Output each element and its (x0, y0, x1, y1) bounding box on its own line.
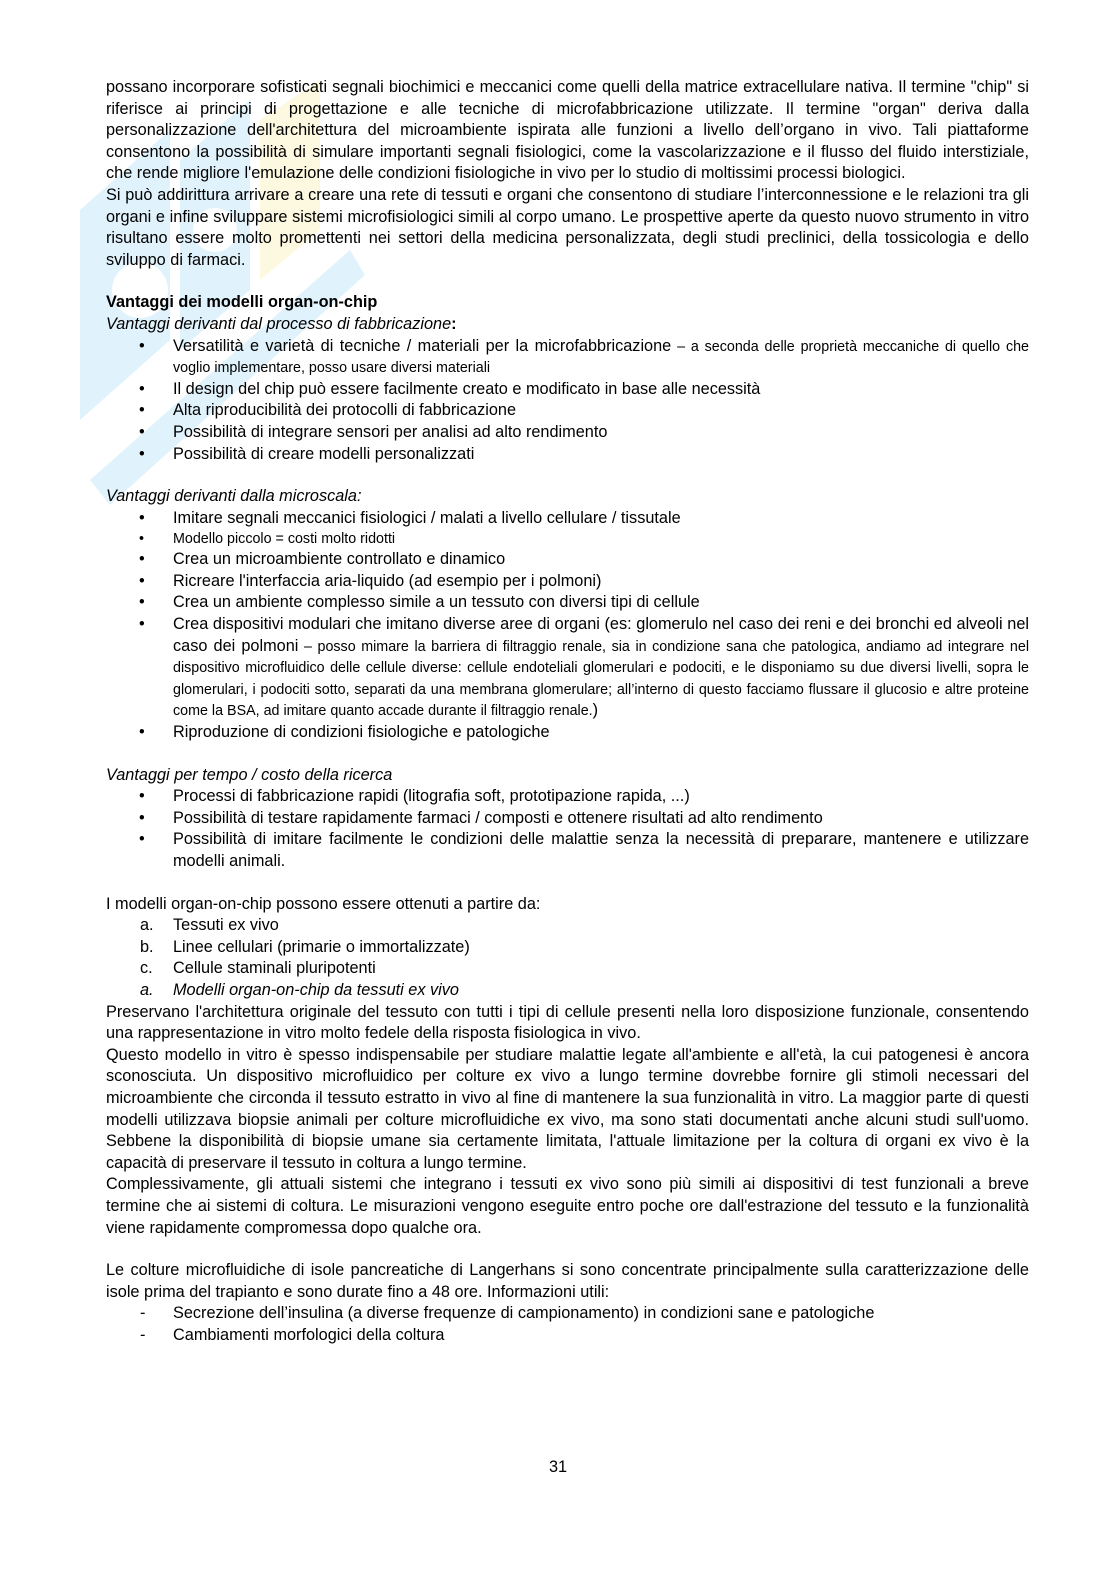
list-item-end: ) (592, 701, 599, 720)
exvivo-paragraph-4: Le colture microfluidiche di isole pancreatiche di Langerhans si sono concentrate principalmente sulla caratterizzazione delle isole prima del trapianto e sono durate fino a 48 ore. Informazioni utili: (106, 1261, 1029, 1301)
exvivo-paragraph-3: Complessivamente, gli attuali sistemi che integrano i tessuti ex vivo sono più simili ai dispositivi di test funzionali a breve termine che ai sistemi di coltura. Le misurazioni vengono eseguite entro poche ore dall'estrazione del tessuto e la funzionalità viene rapidamente compromessa dopo qualche ora. (106, 1175, 1029, 1237)
list-item-text: Linee cellulari (primarie o immortalizzate) (173, 937, 470, 956)
microscala-list (106, 508, 1029, 744)
list-item-text: Secrezione dell’insulina (a diverse frequenze di campionamento) in condizioni sane e patologiche (173, 1304, 875, 1323)
list-item: • Possibilità di imitare facilmente le condizioni delle malattie senza la necessità di preparare, mantenere e utilizzare modelli animali. (106, 829, 1029, 872)
dash-marker: - (140, 1325, 146, 1344)
subheading-colon: : (451, 314, 457, 333)
list-item (106, 1325, 1029, 1347)
list-item (106, 915, 1029, 937)
list-item-note: – posso mimare la barriera di filtraggio renale, sia in condizione sana che patologica, andiamo ad integrare nel dispositivo microfluidico delle cellule diverse: cellule endoteliali glomerulari e podociti, e le disponiamo su due diversi livelli, sopra le glomerulari, i podociti sotto, separati da una membrana glomerulare; all’interno di questo facciamo flussare il glucosio e altre proteine come la BSA, ad imitare quanto accade durante il filtraggio renale. (173, 638, 1029, 720)
list-item: • Crea un microambiente controllato e dinamico (106, 549, 1029, 571)
list-item (106, 958, 1029, 980)
list-item: • Crea un ambiente complesso simile a un tessuto con diversi tipi di cellule (106, 592, 1029, 614)
list-item: • Processi di fabbricazione rapidi (litografia soft, prototipazione rapida, ...) (106, 786, 1029, 808)
page-number: 31 (548, 1458, 568, 1476)
list-item (106, 614, 1029, 722)
subheading-microscala: Vantaggi derivanti dalla microscala: (106, 487, 362, 506)
section-heading-vantaggi: Vantaggi dei modelli organ-on-chip (106, 293, 378, 312)
dash-marker: - (140, 1304, 146, 1323)
exvivo-paragraph-1: Preservano l'architettura originale del tessuto con tutti i tipi di cellule presenti nella loro disposizione funzionale, consentendo una rappresentazione in vitro molto fedele della risposta fisiologica in vivo. (106, 1002, 1029, 1043)
section-title: Modelli organ-on-chip da tessuti ex vivo (173, 980, 459, 999)
list-item: • Ricreare l'interfaccia aria-liquido (ad esempio per i polmoni) (106, 571, 1029, 593)
list-marker: a. (140, 980, 154, 999)
list-item-main: Crea dispositivi modulari che imitano diverse aree di organi (es: glomerulo nel caso dei reni e dei bronchi ed alveoli nel caso dei polmoni (173, 615, 1029, 655)
list-marker: b. (140, 937, 154, 956)
info-dash-list (106, 1303, 1029, 1346)
list-item-text: Cellule staminali pluripotenti (173, 959, 376, 978)
sources-intro: I modelli organ-on-chip possono essere ottenuti a partire da: (106, 894, 541, 913)
page-content (106, 77, 1029, 1346)
list-item: • Riproduzione di condizioni fisiologiche e patologiche (106, 722, 1029, 744)
list-item: • Possibilità di testare rapidamente farmaci / composti e ottenere risultati ad alto rendimento (106, 808, 1029, 830)
list-item-small: • Modello piccolo = costi molto ridotti (106, 529, 1029, 549)
list-item: • Possibilità di integrare sensori per analisi ad alto rendimento (106, 422, 1029, 444)
list-item (106, 937, 1029, 959)
list-item (106, 336, 1029, 379)
list-item: • Il design del chip può essere facilmente creato e modificato in base alle necessità (106, 379, 1029, 401)
list-item: • Imitare segnali meccanici fisiologici / malati a livello cellulare / tissutale (106, 508, 1029, 530)
intro-paragraph-2: Si può addirittura arrivare a creare una rete di tessuti e organi che consentono di studiare l’interconnessione e le relazioni tra gli organi e infine sviluppare sistemi microfisiologici simili al corpo umano. Le prospettive aperte da questo nuovo strumento in vitro risultano essere molto promettenti nei settori della medicina personalizzata, degli studi preclinici, della tossicologia e dello sviluppo di farmaci. (106, 185, 1029, 269)
intro-paragraph-1: possano incorporare sofisticati segnali biochimici e meccanici come quelli della matrice extracellulare nativa. Il termine "chip" si riferisce ai principi di progettazione e alle tecniche di microfabbricazione utilizzate. Il termine "organ" deriva dalla personalizzazione dell'architettura del microambiente ispirata alle funzioni a livello dell’organo in vivo. Tali piattaforme consentono la possibilità di simulare importanti segnali fisiologici, come la vascolarizzazione e il flusso del fluido interstiziale, che rende migliore l'emulazione delle condizioni fisiologiche in vivo per lo studio di moltissimi processi biologici. (106, 78, 1029, 183)
tempo-list (106, 786, 1029, 872)
list-item: • Possibilità di creare modelli personalizzati (106, 444, 1029, 466)
fabbricazione-list (106, 336, 1029, 466)
sources-list (106, 915, 1029, 980)
exvivo-paragraph-2: Questo modello in vitro è spesso indispensabile per studiare malattie legate all'ambiente e all'età, la cui patogenesi è ancora sconosciuta. Un dispositivo microfluidico per colture ex vivo a lungo termine dovrebbe fornire gli stimoli necessari del microambiente che circonda il tessuto estratto in vivo al fine di mantenere la sua funzionalità in vitro. La maggior parte di questi modelli utilizzava biopsie animali per colture microfluidiche ex vivo, ma sono stati documentati anche alcuni studi sull'uomo. Sebbene la disponibilità di biopsie umane sia certamente limitata, l'attuale limitazione per la coltura di organi ex vivo è la capacità di preservare il tessuto in coltura a lungo termine. (106, 1045, 1029, 1172)
list-item (106, 1303, 1029, 1325)
list-marker: a. (140, 916, 154, 935)
list-item: • Alta riproducibilità dei protocolli di fabbricazione (106, 400, 1029, 422)
list-item-main: Versatilità e varietà di tecniche / materiali per la microfabbricazione (173, 336, 672, 355)
subheading-tempo-costo: Vantaggi per tempo / costo della ricerca (106, 765, 393, 784)
list-marker: c. (140, 959, 153, 978)
list-item-text: Cambiamenti morfologici della coltura (173, 1325, 445, 1344)
list-item-note: – a seconda delle proprietà meccaniche di quello che voglio implementare, posso usare diversi materiali (173, 338, 1029, 377)
exvivo-heading (106, 980, 1029, 1002)
subheading-fabbricazione (106, 314, 1029, 336)
list-item-text: Tessuti ex vivo (173, 916, 279, 935)
subheading-fabbricazione-text: Vantaggi derivanti dal processo di fabbricazione (106, 314, 452, 333)
section-heading-exvivo (106, 980, 1029, 1002)
